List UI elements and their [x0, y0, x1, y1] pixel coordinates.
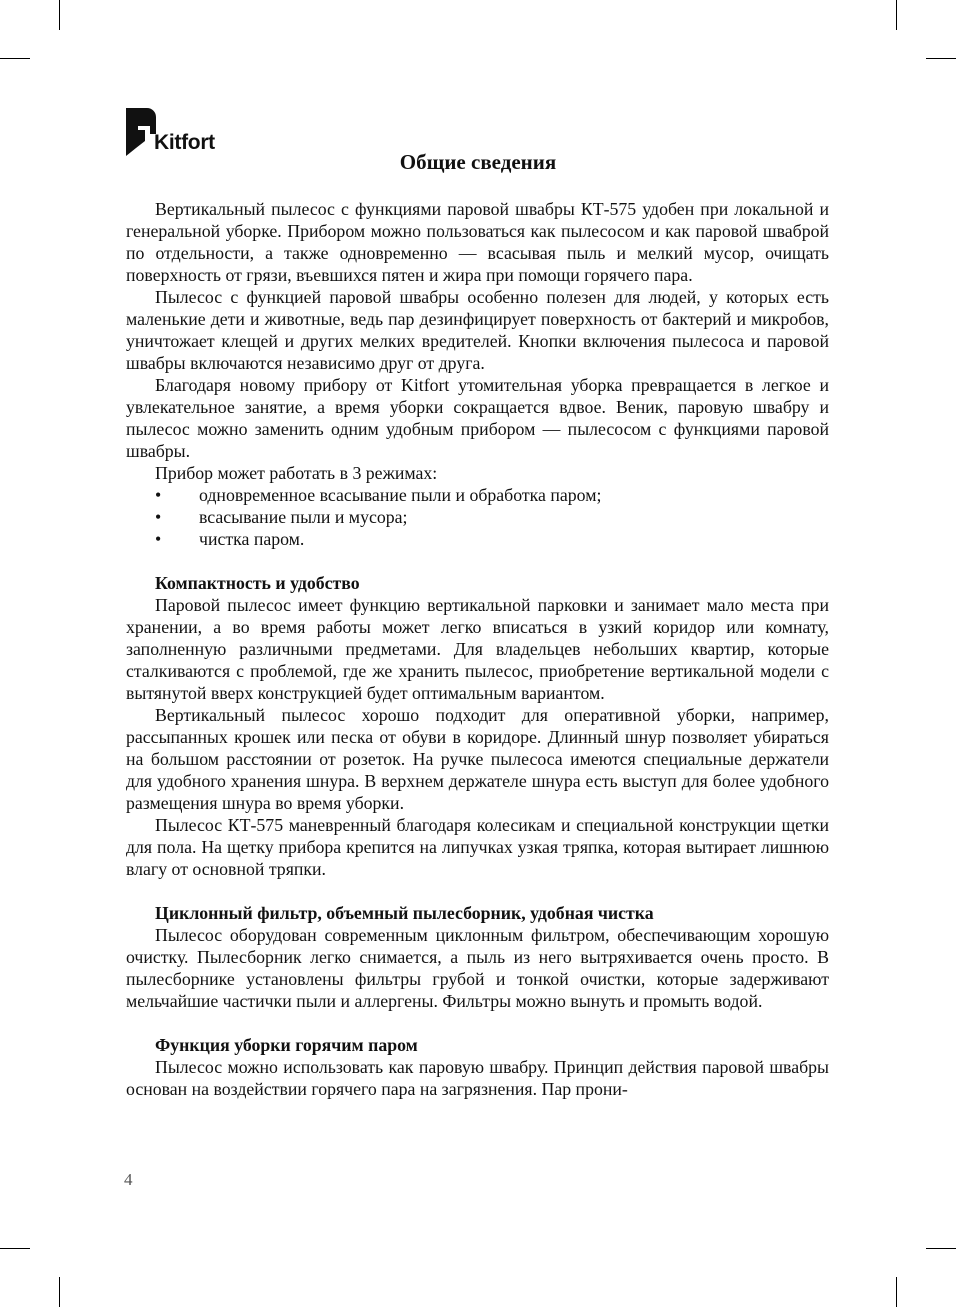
- crop-mark: [59, 1277, 60, 1307]
- page-title: Общие сведения: [399, 150, 557, 174]
- document-body: [126, 198, 829, 1100]
- list-item-text: всасывание пыли и мусора;: [199, 507, 408, 527]
- list-item: [126, 506, 829, 528]
- paragraph: Пылесос можно использовать как паровую швабру. Принцип действия паровой швабры основан на воздействии горячего пара на загрязнения. Пар прони-: [126, 1057, 829, 1099]
- section-heading: Циклонный фильтр, объемный пылесборник, удобная чистка: [155, 903, 654, 923]
- section-heading: Компактность и удобство: [155, 573, 360, 593]
- crop-mark: [0, 1248, 30, 1249]
- crop-mark: [0, 58, 30, 59]
- kitfort-logo-icon: [126, 108, 156, 156]
- paragraph: Прибор может работать в 3 режимах:: [155, 463, 438, 483]
- crop-mark: [59, 0, 60, 30]
- brand-name: Kitfort: [154, 131, 215, 154]
- crop-mark: [896, 1277, 897, 1307]
- paragraph: Пылесос КТ-575 маневренный благодаря колесикам и специальной конструкции щетки для пола. На щетку прибора крепится на липучках узкая тряпка, которая вытирает лишнюю влагу от основной тряпки.: [126, 815, 829, 879]
- section-heading: Функция уборки горячим паром: [155, 1035, 418, 1055]
- list-item-text: одновременное всасывание пыли и обработка паром;: [199, 485, 602, 505]
- list-item: [126, 484, 829, 506]
- paragraph: Вертикальный пылесос с функциями паровой швабры КТ-575 удобен при локальной и генеральной уборке. Прибором можно пользоваться как пылесосом и как паровой шваброй по отдельности, а также одновременно — всасывая пыль и мелкий мусор, очищать поверхность от грязи, въевшихся пятен и жира при помощи горячего пара.: [126, 199, 829, 285]
- bullet: •: [155, 485, 162, 505]
- paragraph: Пылесос оборудован современным циклонным фильтром, обеспечивающим хорошую очистку. Пылесборник легко снимается, а пыль из него вытряхивается очень просто. В пылесборнике установлены фильтры грубой и тонкой очистки, которые задерживают мельчайшие частички пыли и аллергены. Фильтры можно вынуть и промыть водой.: [126, 925, 829, 1011]
- list-item: [126, 528, 829, 550]
- paragraph: Пылесос с функцией паровой швабры особенно полезен для людей, у которых есть маленькие дети и животные, ведь пар дезинфицирует поверхность от бактерий и микробов, уничтожает клещей и других мелких вредителей. Кнопки включения пылесоса и паровой швабры включаются независимо друг от друга.: [126, 287, 829, 373]
- page-number: 4: [124, 1170, 133, 1189]
- modes-list: [126, 484, 829, 550]
- crop-mark: [926, 58, 956, 59]
- paragraph: Благодаря новому прибору от Kitfort утомительная уборка превращается в легкое и увлекательное занятие, а время уборки сокращается вдвое. Веник, паровую швабру и пылесос можно заменить одним удобным прибором — пылесосом с функциями паровой швабры.: [126, 375, 829, 461]
- bullet: •: [155, 507, 162, 527]
- paragraph: Вертикальный пылесос хорошо подходит для оперативной уборки, например, рассыпанных крошек или песка от обуви в коридоре. Длинный шнур позволяет убираться на большом расстоянии от розеток. На ручке пылесоса имеются специальные держатели для удобного хранения шнура. В верхнем держателе шнура есть выступ для более удобного размещения шнура во время уборки.: [126, 705, 829, 813]
- bullet: •: [155, 529, 162, 549]
- paragraph: Паровой пылесос имеет функцию вертикальной парковки и занимает мало места при хранении, а во время работы может легко вписаться в узкий коридор или комнату, заполненную различными предметами. Для владельцев небольших квартир, которые сталкиваются с проблемой, где же хранить пылесос, приобретение вертикальной модели с вытянутой вверх конструкцией будет оптимальным вариантом.: [126, 595, 829, 703]
- crop-mark: [896, 0, 897, 30]
- crop-mark: [926, 1248, 956, 1249]
- list-item-text: чистка паром.: [199, 529, 305, 549]
